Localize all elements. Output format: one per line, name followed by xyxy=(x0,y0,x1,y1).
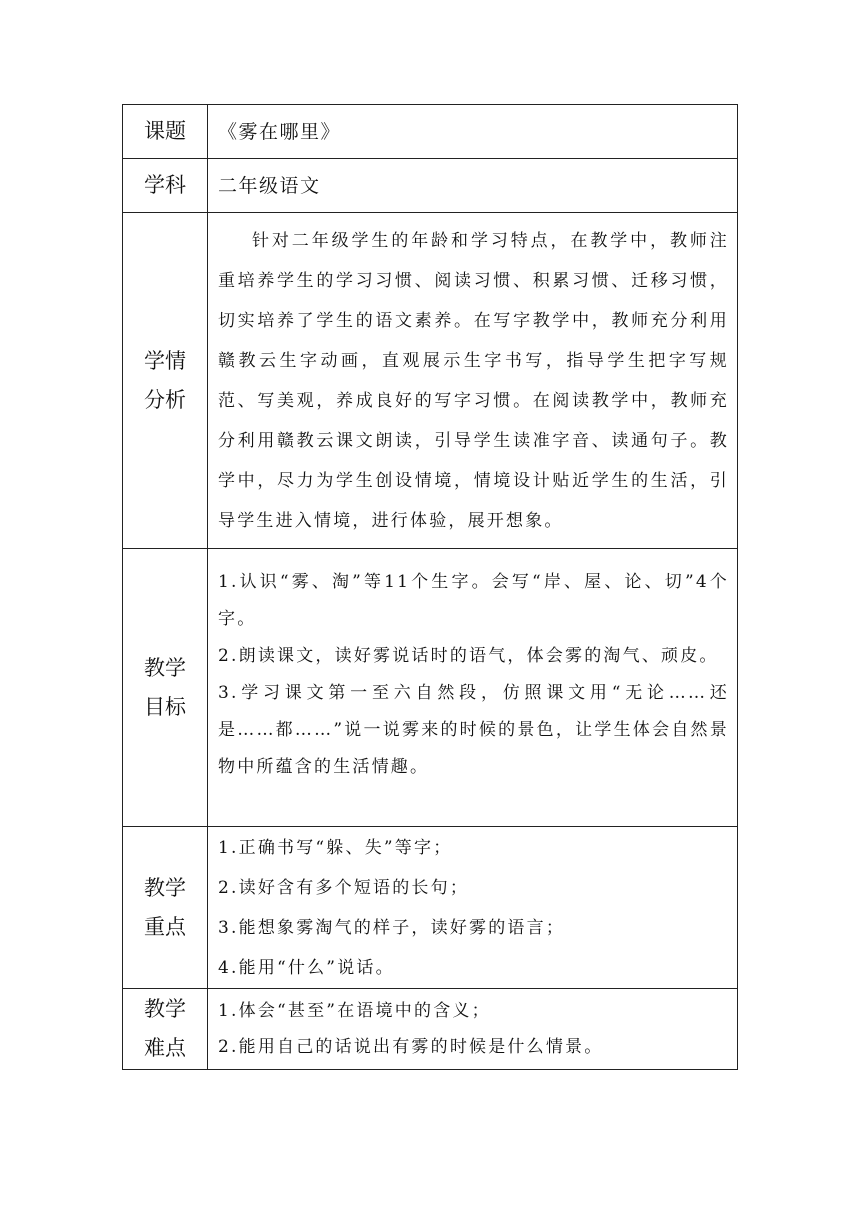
label-cell-title xyxy=(123,105,208,159)
row-teaching-goals xyxy=(123,549,738,827)
lesson-title-value: 《雾在哪里》 xyxy=(218,120,342,143)
content-cell-key-points xyxy=(208,827,738,989)
row-subject xyxy=(123,159,738,213)
row-student-analysis xyxy=(123,213,738,549)
difficulty-item: 2.能用自己的话说出有雾的时候是什么情景。 xyxy=(218,1037,604,1057)
subject-value: 二年级语文 xyxy=(218,174,321,197)
label-cell-goals xyxy=(123,549,208,827)
key-point-item: 3.能想象雾淘气的样子，读好雾的语言； xyxy=(218,917,566,938)
label-difficulties: 教学难点 xyxy=(144,997,186,1060)
key-point-item: 1.正确书写“躲、失”等字； xyxy=(218,837,453,858)
row-difficulties xyxy=(123,989,738,1070)
row-lesson-title xyxy=(123,105,738,159)
analysis-paragraph: 针对二年级学生的年龄和学习特点，在教学中，教师注重培养学生的学习习惯、阅读习惯、积累习惯、迁移习惯，切实培养了学生的语文素养。在写字教学中，教师充分利用赣教云生字动画，直观展示生字书写，指导学生把字写规范、写美观，养成良好的写字习惯。在阅读教学中，教师充分利用赣教云课文朗读，引导学生读准字音、读通句子。教学中，尽力为学生创设情境，情境设计贴近学生的生活，引导学生进入情境，进行体验，展开想象。 xyxy=(218,230,729,531)
key-point-item: 2.读好含有多个短语的长句； xyxy=(218,877,470,898)
lesson-plan-table xyxy=(122,104,738,1070)
label-key-points: 教学重点 xyxy=(144,875,186,939)
label-goals: 教学目标 xyxy=(144,655,186,719)
label-cell-difficulties xyxy=(123,989,208,1070)
content-cell-subject xyxy=(208,159,738,213)
goal-item: 3.学习课文第一至六自然段，仿照课文用“无论……还是……都……”说一说雾来的时候的景色，让学生体会自然景物中所蕴含的生活情趣。 xyxy=(218,682,729,777)
label-cell-analysis xyxy=(123,213,208,549)
goals-list xyxy=(218,560,729,816)
label-cell-subject xyxy=(123,159,208,213)
difficulties-list xyxy=(218,993,729,1065)
content-cell-title xyxy=(208,105,738,159)
key-points-list xyxy=(218,828,729,988)
label-subject: 学科 xyxy=(144,173,186,197)
content-cell-goals xyxy=(208,549,738,827)
key-point-item: 4.能用“什么”说话。 xyxy=(218,957,395,978)
goal-item: 2.朗读课文，读好雾说话时的语气，体会雾的淘气、顽皮。 xyxy=(218,645,719,666)
goal-item: 1.认识“雾、淘”等11个生字。会写“岸、屋、论、切”4个字。 xyxy=(218,571,729,629)
label-analysis: 学情分析 xyxy=(144,348,186,412)
row-key-points xyxy=(123,827,738,989)
difficulty-item: 1.体会“甚至”在语境中的含义； xyxy=(218,1001,491,1021)
label-title: 课题 xyxy=(144,119,186,143)
content-cell-difficulties xyxy=(208,989,738,1070)
content-cell-analysis xyxy=(208,213,738,549)
label-cell-key-points xyxy=(123,827,208,989)
